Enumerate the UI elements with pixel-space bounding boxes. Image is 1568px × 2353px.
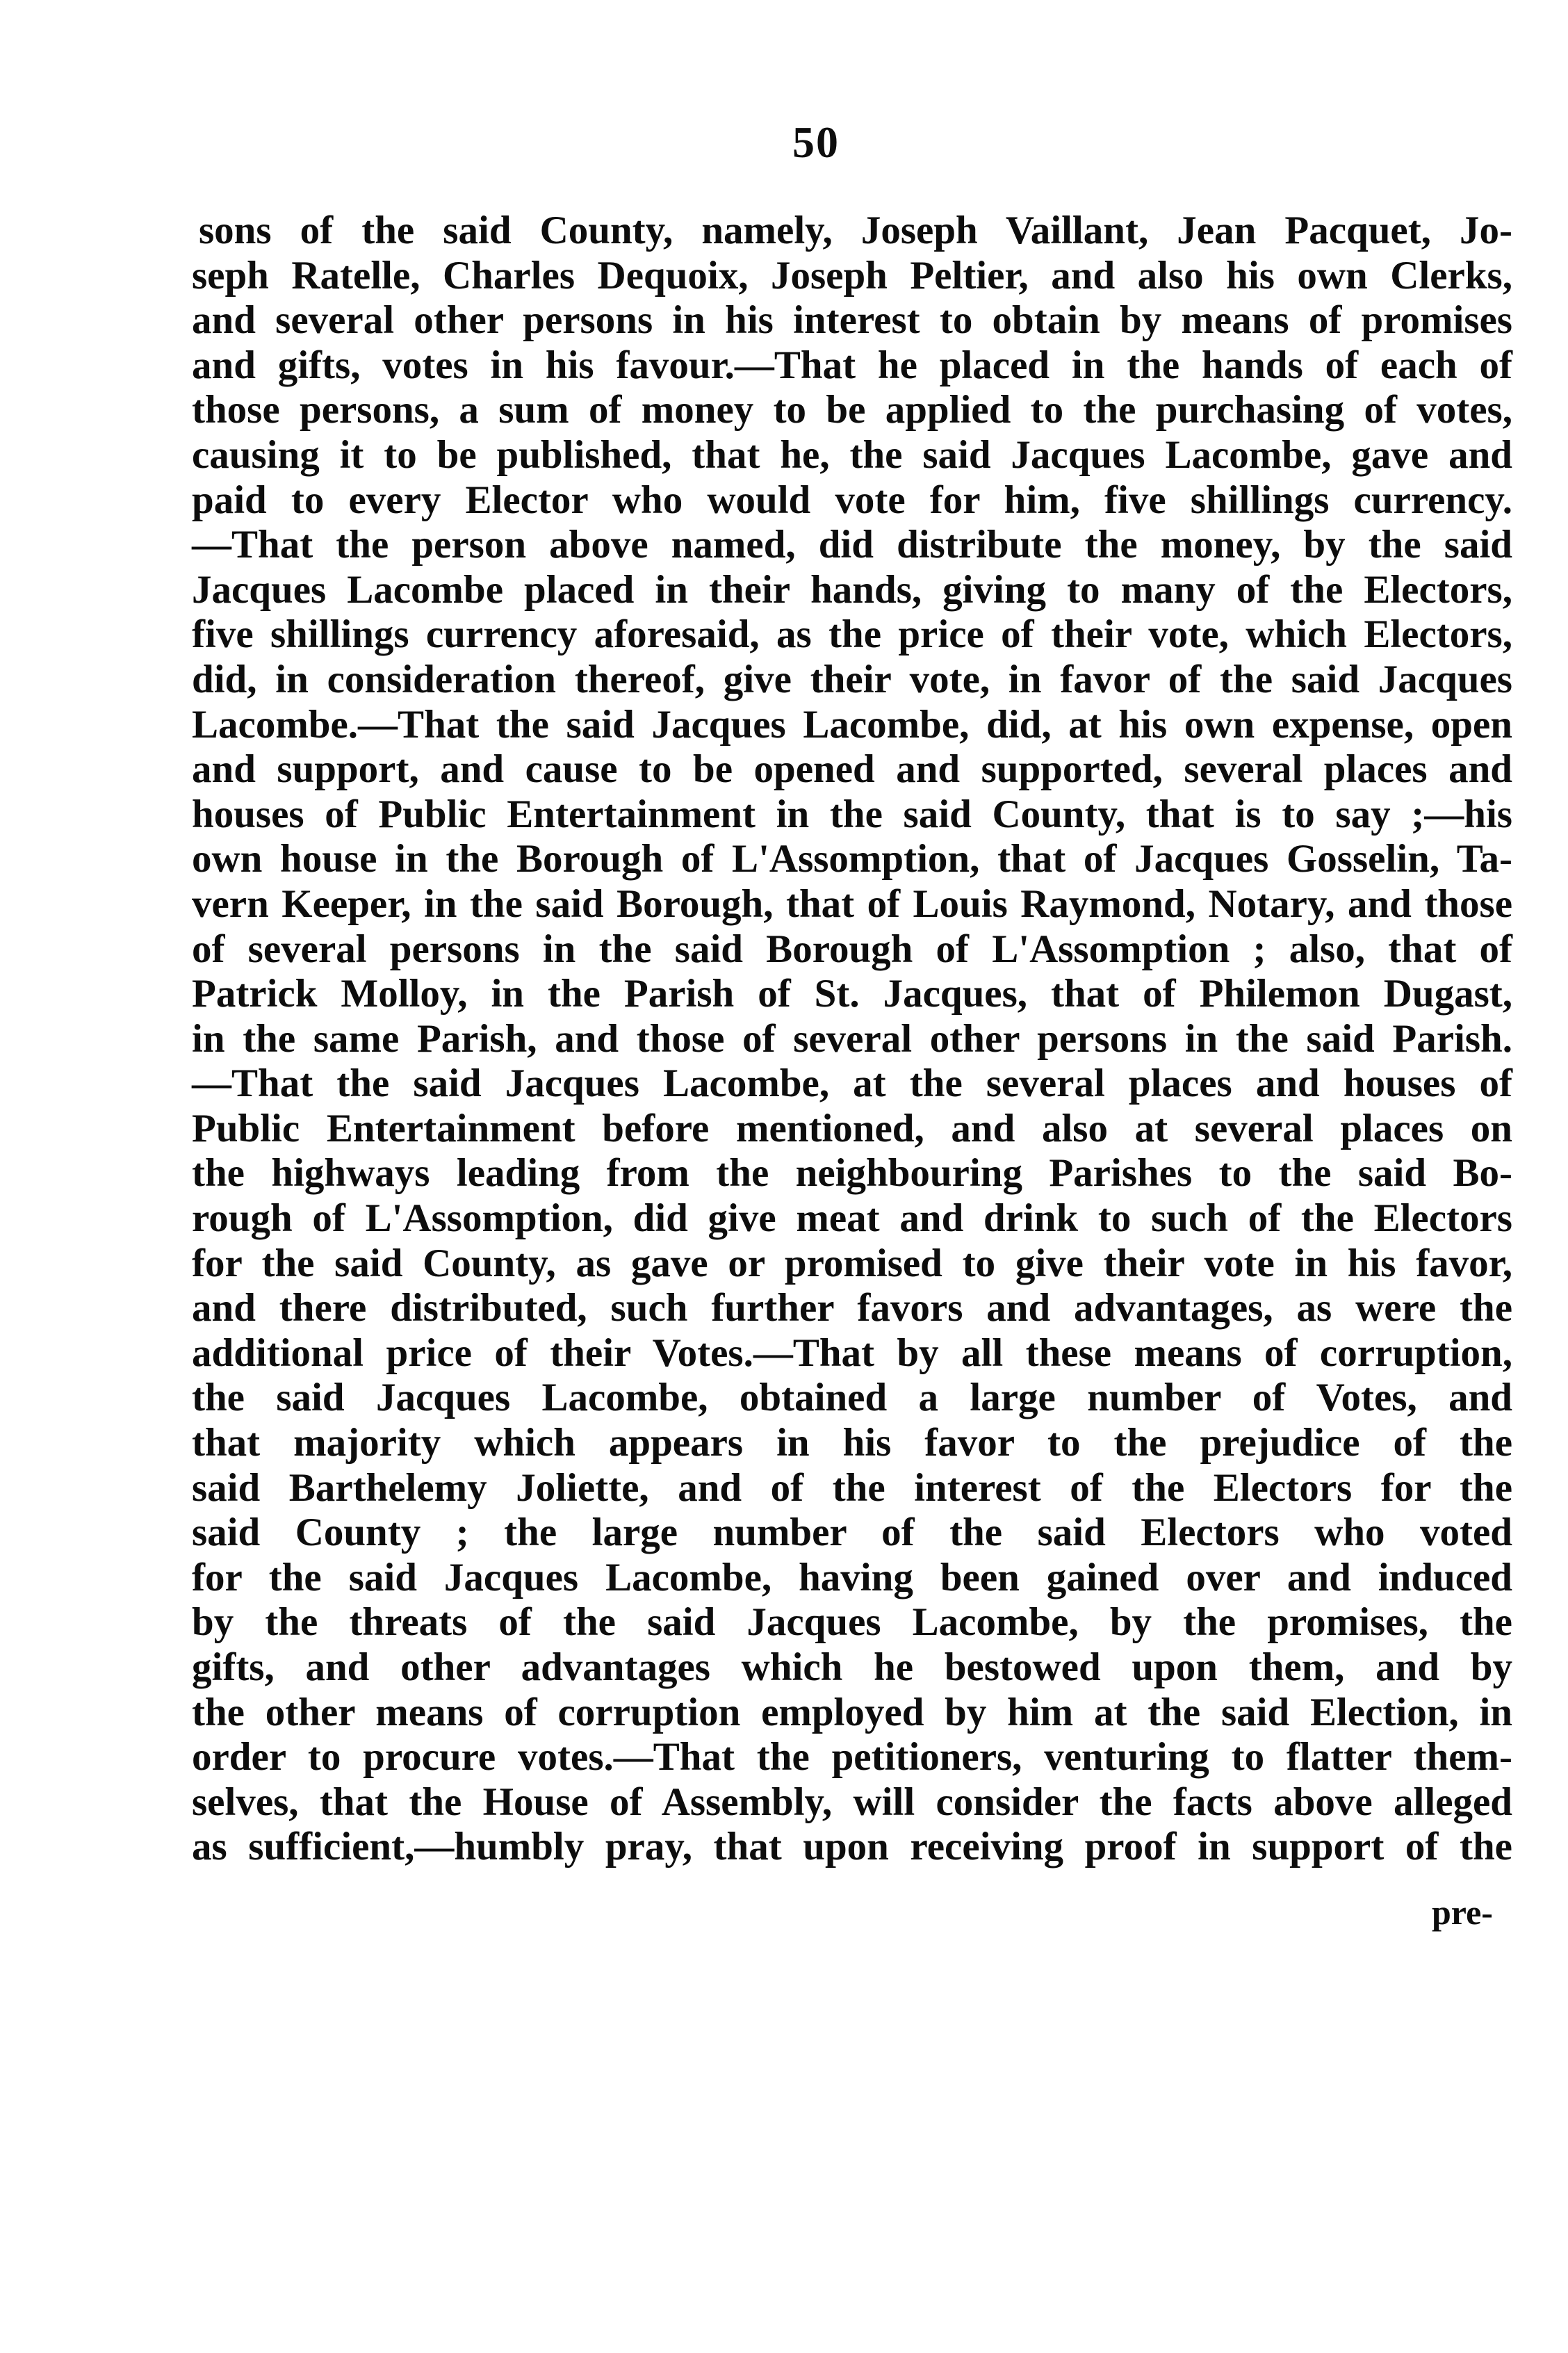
text-line: Patrick Molloy, in the Parish of St. Jacques, that of Philemon Dugast, bbox=[192, 972, 1512, 1016]
text-line: seph Ratelle, Charles Dequoix, Joseph Peltier, and also his own Clerks, bbox=[192, 253, 1512, 298]
text-line: sons of the said County, namely, Joseph Vaillant, Jean Pacquet, Jo- bbox=[199, 209, 1512, 252]
text-line: did, in consideration thereof, give their vote, in favor of the said Jacques bbox=[192, 657, 1512, 701]
text-line: Lacombe.—That the said Jacques Lacombe, did, at his own expense, open bbox=[192, 702, 1512, 747]
text-line: and gifts, votes in his favour.—That he placed in the hands of each of bbox=[192, 343, 1512, 387]
text-line: for the said County, as gave or promised to give their vote in his favor, bbox=[192, 1241, 1512, 1285]
text-line: own house in the Borough of L'Assomption, that of Jacques Gosselin, Ta- bbox=[192, 837, 1512, 881]
text-line: the said Jacques Lacombe, obtained a large number of Votes, and bbox=[192, 1376, 1512, 1420]
text-line: and support, and cause to be opened and supported, several places and bbox=[192, 747, 1512, 792]
body-text bbox=[192, 209, 1512, 1870]
page-number: 50 bbox=[792, 117, 840, 167]
text-line: by the threats of the said Jacques Lacombe, by the promises, the bbox=[192, 1600, 1512, 1645]
text-line: order to procure votes.—That the petitioners, venturing to flatter them- bbox=[192, 1735, 1512, 1780]
text-line: and several other persons in his interest to obtain by means of promises bbox=[192, 298, 1512, 343]
text-line: five shillings currency aforesaid, as the price of their vote, which Electors, bbox=[192, 612, 1512, 657]
text-line: —That the person above named, did distribute the money, by the said bbox=[192, 523, 1512, 567]
text-line: vern Keeper, in the said Borough, that of Louis Raymond, Notary, and those bbox=[192, 881, 1512, 926]
text-line: paid to every Elector who would vote for him, five shillings currency. bbox=[192, 478, 1512, 522]
text-line: as sufficient,—humbly pray, that upon receiving proof in support of the bbox=[192, 1825, 1512, 1869]
text-line: those persons, a sum of money to be applied to the purchasing of votes, bbox=[192, 388, 1512, 432]
text-line: rough of L'Assomption, did give meat and drink to such of the Electors bbox=[192, 1196, 1512, 1241]
text-line: additional price of their Votes.—That by all these means of corruption, bbox=[192, 1330, 1512, 1375]
text-line: the highways leading from the neighbouring Parishes to the said Bo- bbox=[192, 1151, 1512, 1196]
text-line: of several persons in the said Borough of L'Assomption ; also, that of bbox=[192, 927, 1512, 971]
text-line: and there distributed, such further favors and advantages, as were the bbox=[192, 1286, 1512, 1330]
text-line: for the said Jacques Lacombe, having been gained over and induced bbox=[192, 1555, 1512, 1599]
text-line: gifts, and other advantages which he bestowed upon them, and by bbox=[192, 1645, 1512, 1689]
text-line: causing it to be published, that he, the said Jacques Lacombe, gave and bbox=[192, 432, 1512, 477]
catchword: pre- bbox=[1432, 1893, 1493, 1932]
text-line: said County ; the large number of the said Electors who voted bbox=[192, 1511, 1512, 1555]
text-line: —That the said Jacques Lacombe, at the several places and houses of bbox=[192, 1061, 1512, 1106]
text-line: selves, that the House of Assembly, will consider the facts above alleged bbox=[192, 1780, 1512, 1824]
text-line: in the same Parish, and those of several other persons in the said Parish. bbox=[192, 1016, 1512, 1061]
text-line: Public Entertainment before mentioned, and also at several places on bbox=[192, 1106, 1512, 1150]
text-line: the other means of corruption employed by him at the said Election, in bbox=[192, 1690, 1512, 1734]
text-line: houses of Public Entertainment in the said County, that is to say ;—his bbox=[192, 792, 1512, 836]
text-line: Jacques Lacombe placed in their hands, giving to many of the Electors, bbox=[192, 567, 1512, 612]
text-line: said Barthelemy Joliette, and of the interest of the Electors for the bbox=[192, 1465, 1512, 1510]
text-line: that majority which appears in his favor to the prejudice of the bbox=[192, 1421, 1512, 1465]
